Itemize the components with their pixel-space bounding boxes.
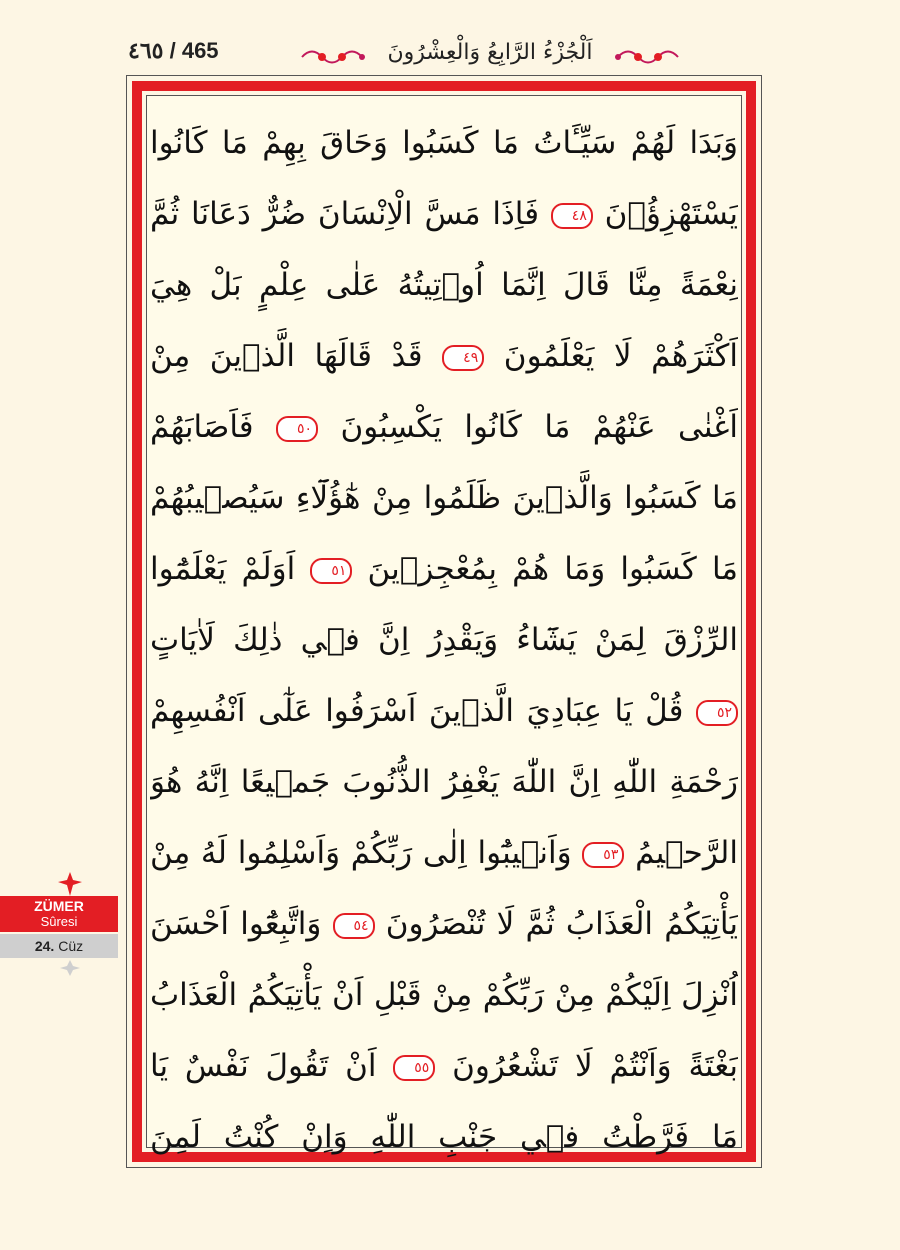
fleur-ornament-bottom-icon: [58, 958, 82, 978]
page-number-latin: 465: [181, 38, 219, 63]
line-text: الرَّح۪يمُ: [635, 835, 738, 871]
line-text: رَحْمَةِ اللّٰهِ اِنَّ اللّٰهَ يَغْفِرُ الذُّنُوبَ جَم۪يعًا اِنَّهُ هُوَ: [150, 764, 738, 800]
text-line: [150, 1102, 738, 1173]
surah-label: Sûresi: [40, 914, 78, 929]
juz-title-banner: [300, 30, 680, 70]
ayah-marker: ٥٤: [333, 913, 375, 939]
juz-label: Cüz: [58, 938, 84, 954]
line-text: مَا فَرَّطْتُ ف۪ي جَنْبِ اللّٰهِ وَاِنْ كُنْتُ لَمِنَ: [150, 1119, 738, 1155]
line-text: يَسْتَهْزِؤُ۫نَ: [604, 196, 738, 232]
ornament-right-icon: [610, 44, 680, 70]
page-header: [0, 0, 900, 80]
ayah-marker: ٥١: [310, 558, 352, 584]
text-line: [150, 960, 738, 1031]
text-line: [150, 818, 738, 889]
line-text-after: قُلْ يَا عِبَادِيَ الَّذ۪ينَ اَسْرَفُوا عَلٰٓى اَنْفُسِهِمْ: [150, 693, 684, 729]
line-text: اَغْنٰى عَنْهُمْ مَا كَانُوا يَكْسِبُونَ: [340, 409, 738, 445]
page-number: [128, 38, 219, 64]
line-text-after: اَنْ تَقُولَ نَفْسٌ يَا: [150, 1048, 377, 1084]
line-text-after: وَاَن۪يبُٓوا اِلٰى رَبِّكُمْ وَاَسْلِمُوا لَهُ مِنْ: [150, 835, 572, 871]
ayah-marker: ٤٩: [442, 345, 484, 371]
text-line: [150, 534, 738, 605]
line-text: يَأْتِيَكُمُ الْعَذَابُ ثُمَّ لَا تُنْصَرُونَ: [385, 906, 738, 942]
text-line: [150, 250, 738, 321]
juz-tab: [0, 934, 118, 958]
line-text-after: وَاتَّبِعُٓوا اَحْسَنَ: [150, 906, 322, 942]
text-line: [150, 108, 738, 179]
text-line: [150, 889, 738, 960]
line-text-after: قَدْ قَالَهَا الَّذ۪ينَ مِنْ: [150, 338, 423, 374]
ayah-marker: ٥٣: [582, 842, 624, 868]
ornament-left-icon: [300, 44, 370, 70]
line-text: مَا كَسَبُوا وَالَّذ۪ينَ ظَلَمُوا مِنْ هٰٓؤُلَٓاءِ سَيُص۪يبُهُمْ: [150, 480, 738, 516]
ayah-marker: ٥٢: [696, 700, 738, 726]
surah-name: ZÜMER: [34, 898, 84, 914]
page-number-separator: /: [169, 38, 176, 63]
text-line: [150, 179, 738, 250]
line-text-after: فَاِذَا مَسَّ الْاِنْسَانَ ضُرٌّ دَعَانَا ثُمَّ: [150, 196, 540, 232]
text-line: [150, 321, 738, 392]
line-text: اُنْزِلَ اِلَيْكُمْ مِنْ رَبِّكُمْ مِنْ قَبْلِ اَنْ يَأْتِيَكُمُ الْعَذَابُ: [150, 977, 738, 1013]
ayah-marker: ٥٠: [276, 416, 318, 442]
line-text: مَا كَسَبُوا وَمَا هُمْ بِمُعْجِز۪ينَ: [367, 551, 738, 587]
line-text: نِعْمَةً مِنَّا قَالَ اِنَّمَا اُو۫تِيتُهُ عَلٰى عِلْمٍ بَلْ هِيَ: [150, 267, 738, 303]
fleur-ornament-icon: [56, 870, 84, 898]
text-line: [150, 463, 738, 534]
page-number-arabic: ٤٦٥: [128, 38, 164, 63]
line-text-after: فَاَصَابَهُمْ: [150, 409, 254, 445]
ayah-marker: ٤٨: [551, 203, 593, 229]
line-text: بَغْتَةً وَاَنْتُمْ لَا تَشْعُرُونَ: [452, 1048, 738, 1084]
ayah-marker: ٥٥: [393, 1055, 435, 1081]
juz-title: اَلْجُزْءُ الرَّابِعُ وَالْعِشْرُونَ: [387, 40, 593, 65]
text-line: [150, 676, 738, 747]
line-text: وَبَدَا لَهُمْ سَيِّـَٔاتُ مَا كَسَبُوا وَحَاقَ بِهِمْ مَا كَانُوا: [150, 125, 738, 161]
text-line: [150, 605, 738, 676]
line-text: اَكْثَرَهُمْ لَا يَعْلَمُونَ: [503, 338, 738, 374]
quran-text-block: [150, 108, 738, 1173]
text-line: [150, 392, 738, 463]
surah-tab: [0, 896, 118, 932]
text-line: [150, 747, 738, 818]
juz-number: 24.: [34, 938, 55, 954]
text-line: [150, 1031, 738, 1102]
line-text-after: اَوَلَمْ يَعْلَمُٓوا: [150, 551, 296, 587]
line-text: الرِّزْقَ لِمَنْ يَشَٓاءُ وَيَقْدِرُ اِنَّ ف۪ي ذٰلِكَ لَاٰيَاتٍ: [150, 622, 738, 658]
